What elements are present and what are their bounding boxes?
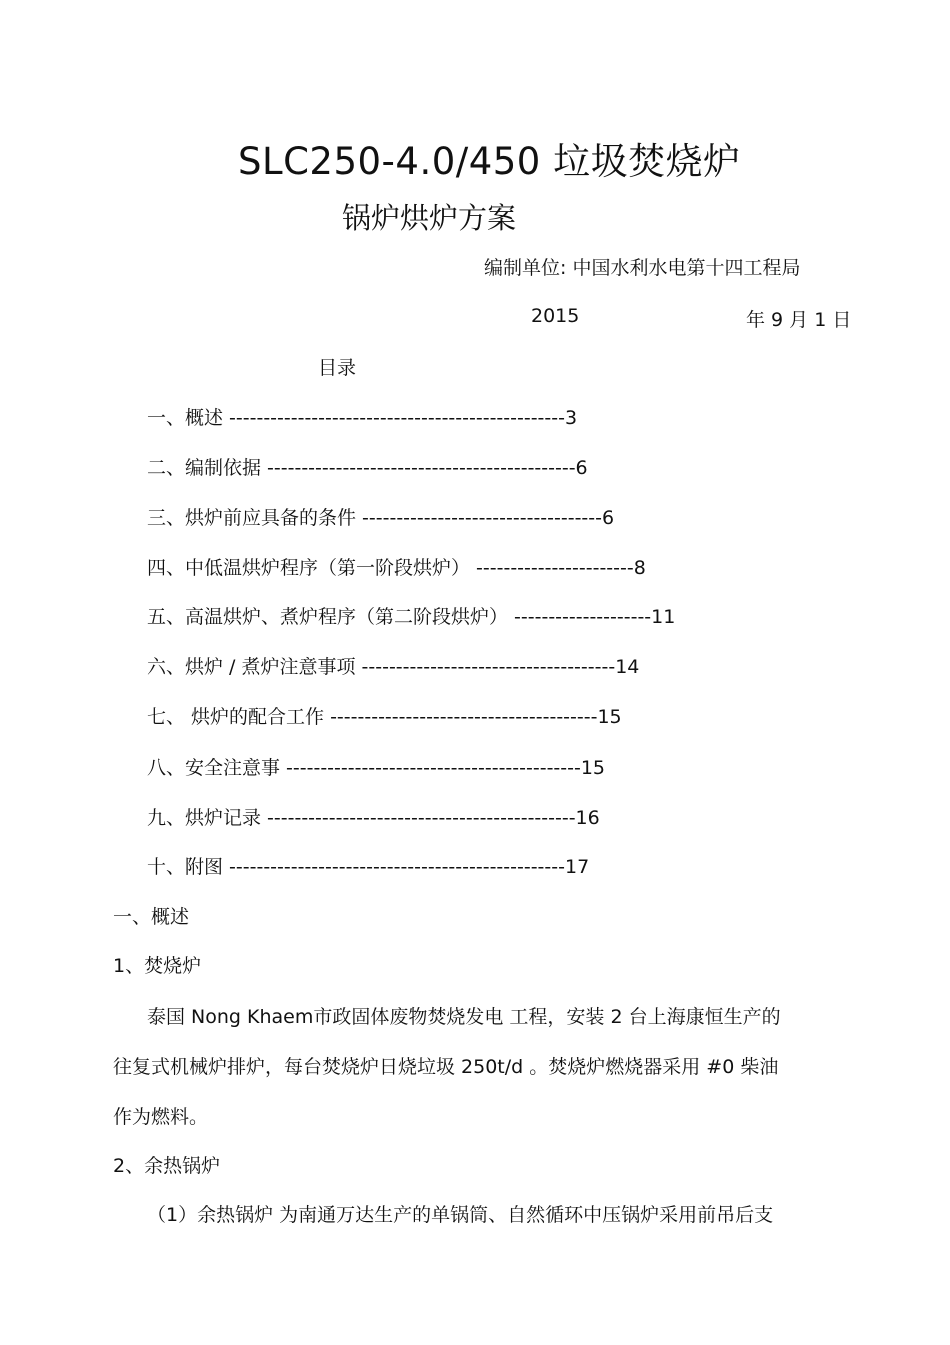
toc-heading: 目录 [318, 357, 357, 379]
toc-entry: 十、附图 -------------------------------------------------17 [147, 856, 590, 878]
date-year: 2015 [531, 305, 580, 327]
toc-entry: 九、烘炉记录 ---------------------------------------------16 [147, 807, 600, 829]
section-heading: 一、概述 [113, 906, 190, 928]
date-month-day: 年 9 月 1 日 [746, 309, 852, 331]
toc-entry: 二、编制依据 ---------------------------------------------6 [147, 457, 588, 479]
subsection-heading: 2、余热锅炉 [113, 1155, 221, 1177]
subsection-heading: 1、焚烧炉 [113, 955, 202, 977]
paragraph-line: 泰国 Nong Khaem市政固体废物焚烧发电 工程，安装 2 台上海康恒生产的 [147, 1006, 781, 1028]
toc-entry: 七、 烘炉的配合工作 ---------------------------------------15 [147, 706, 622, 728]
toc-entry: 一、概述 -------------------------------------------------3 [147, 407, 578, 429]
toc-entry: 三、烘炉前应具备的条件 -----------------------------------6 [147, 507, 615, 529]
toc-entry: 四、中低温烘炉程序（第一阶段烘炉） -----------------------8 [147, 557, 646, 579]
document-title: SLC250-4.0/450 垃圾焚烧炉 [238, 140, 741, 183]
paragraph-line: （1）余热锅炉 为南通万达生产的单锅筒、自然循环中压锅炉采用前吊后支 [147, 1204, 774, 1226]
document-subtitle: 锅炉烘炉方案 [342, 201, 517, 235]
toc-entry: 六、烘炉 / 煮炉注意事项 -------------------------------------14 [147, 656, 640, 678]
toc-entry: 五、高温烘炉、煮炉程序（第二阶段烘炉） --------------------11 [147, 606, 676, 628]
organization-line: 编制单位: 中国水利水电第十四工程局 [484, 257, 801, 279]
paragraph-line: 作为燃料。 [113, 1106, 209, 1128]
paragraph-line: 往复式机械炉排炉，每台焚烧炉日烧垃圾 250t/d 。焚烧炉燃烧器采用 #0 柴油 [113, 1056, 779, 1078]
toc-entry: 八、安全注意事 -------------------------------------------15 [147, 757, 606, 779]
